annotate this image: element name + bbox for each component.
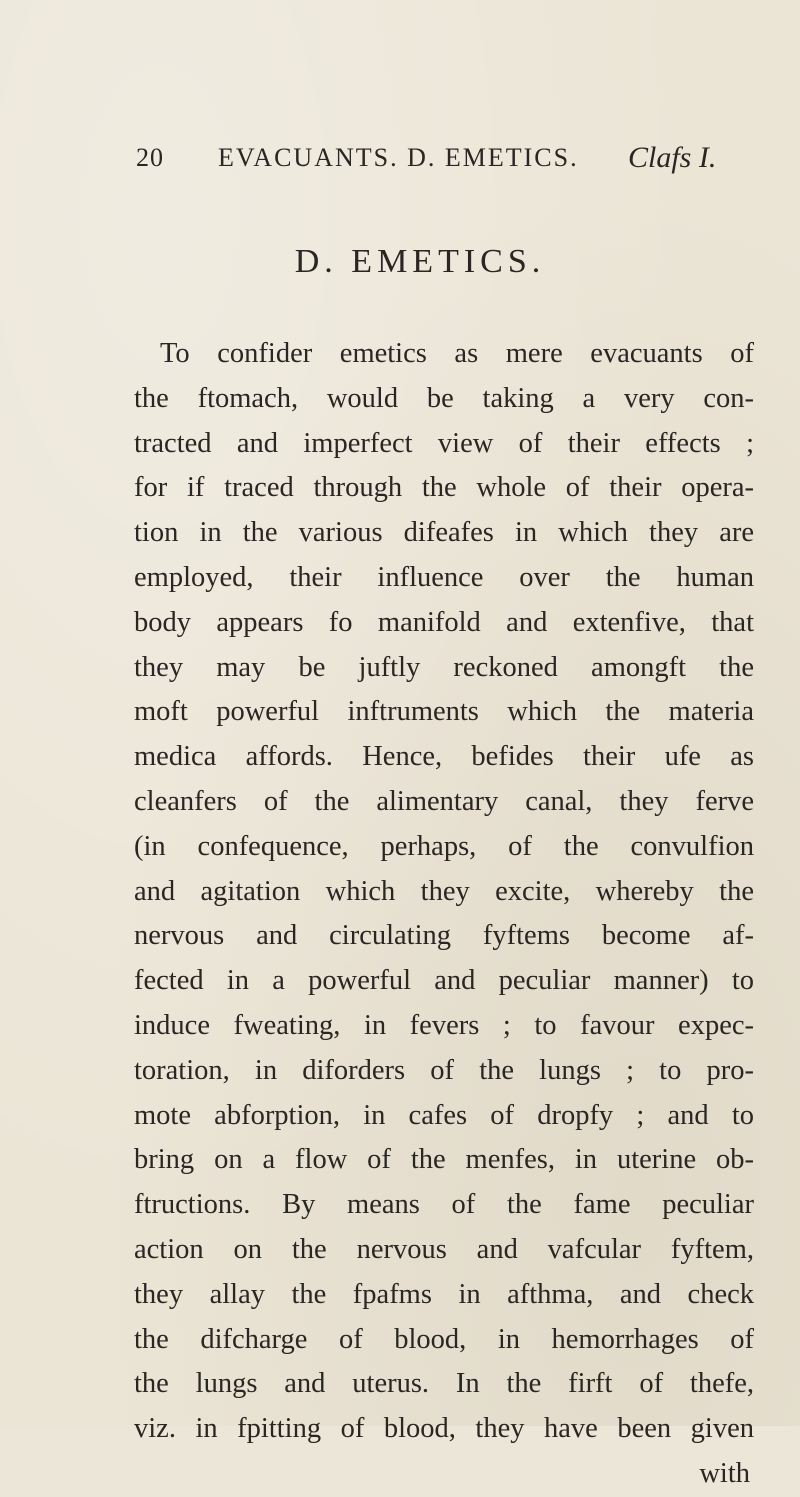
text-line: employed, their influence over the human: [134, 561, 754, 593]
text-line: the ftomach, would be taking a very con-: [134, 382, 754, 414]
chapter-heading: D. EMETICS.: [294, 243, 546, 280]
text-line: cleanfers of the alimentary canal, they ferve: [134, 785, 754, 817]
text-line: fected in a powerful and peculiar manner) to: [134, 965, 754, 997]
text-line: tion in the various difeafes in which they are: [134, 517, 754, 549]
text-line: induce fweating, in fevers ; to favour expec-: [134, 1009, 754, 1041]
text-line: medica affords. Hence, befides their ufe as: [134, 741, 754, 773]
text-line: for if traced through the whole of their opera-: [134, 472, 754, 504]
running-head-title: EVACUANTS. D. EMETICS.: [218, 143, 579, 172]
text-line: they may be juftly reckoned amongft the: [134, 651, 754, 683]
text-line: bring on a flow of the menfes, in uterine ob-: [134, 1144, 754, 1176]
text-line: mote abforption, in cafes of dropfy ; and to: [134, 1099, 754, 1131]
text-line: they allay the fpafms in afthma, and check: [134, 1278, 754, 1310]
text-line: the lungs and uterus. In the firft of thefe,: [134, 1368, 754, 1400]
text-line: action on the nervous and vafcular fyftem,: [134, 1233, 754, 1265]
text-line: body appears fo manifold and extenfive, that: [134, 606, 754, 638]
text-line: and agitation which they excite, whereby the: [134, 875, 754, 907]
text-line: toration, in diforders of the lungs ; to pro-: [134, 1054, 754, 1086]
text-line: tracted and imperfect view of their effects ;: [134, 427, 754, 459]
text-line: moft powerful inftruments which the materia: [134, 696, 754, 728]
running-head: [0, 138, 800, 178]
body-paragraph: [134, 332, 754, 1497]
page-number: 20: [136, 143, 164, 172]
text-line: nervous and circulating fyftems become af-: [134, 920, 754, 952]
text-line: the difcharge of blood, in hemorrhages of: [134, 1323, 754, 1355]
text-line: viz. in fpitting of blood, they have been given: [134, 1413, 754, 1445]
class-label: Clafs I.: [628, 141, 717, 174]
text-line: (in confequence, perhaps, of the convulfion: [134, 830, 754, 862]
text-line: ftructions. By means of the fame peculiar: [134, 1189, 754, 1221]
text-line: To confider emetics as mere evacuants of: [160, 338, 754, 369]
catchword: with: [699, 1457, 750, 1489]
